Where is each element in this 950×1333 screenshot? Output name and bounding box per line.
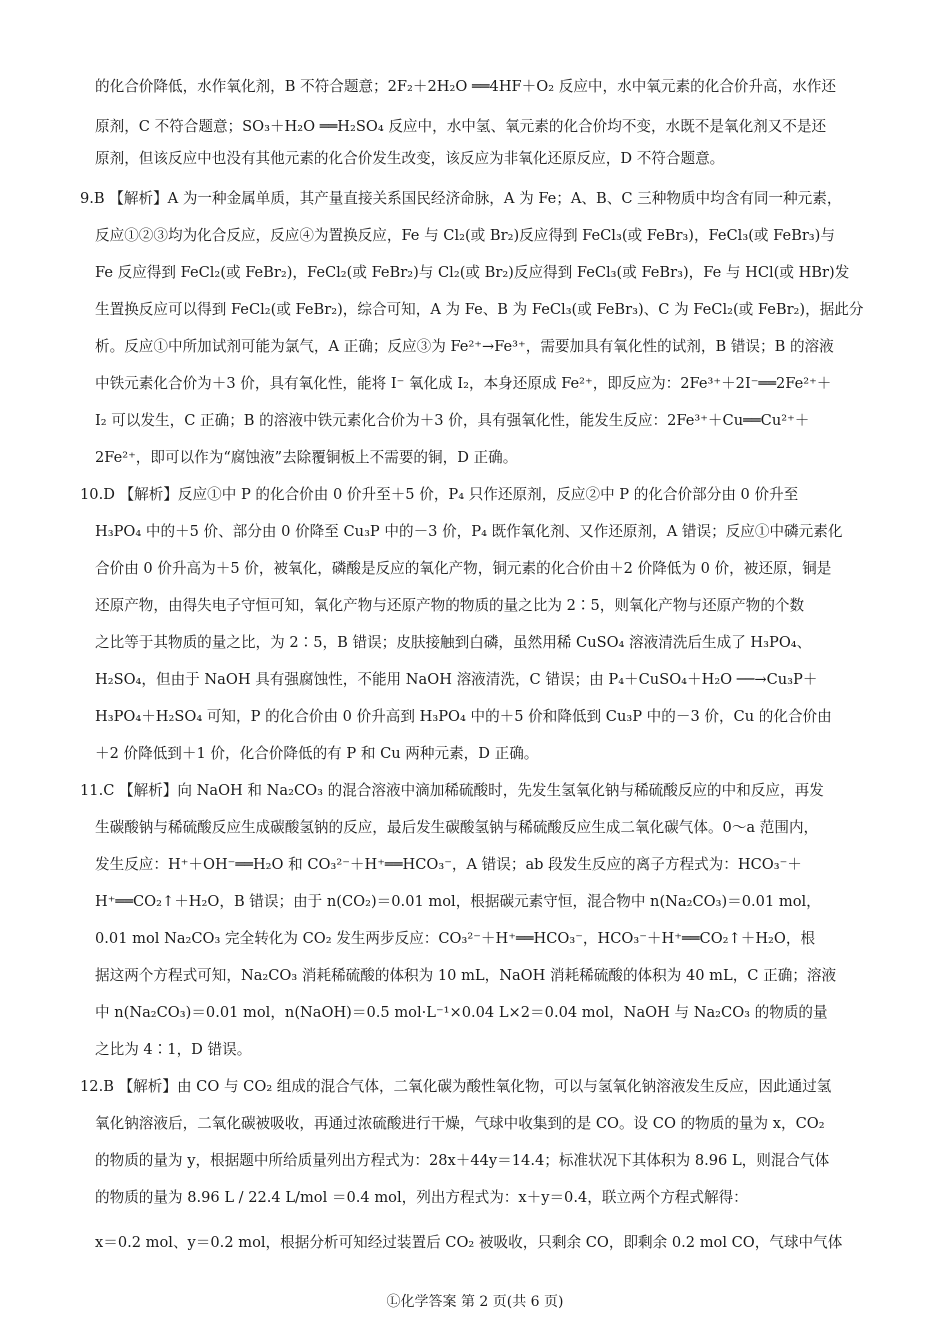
text-line: 之比为 4∶1，D 错误。 <box>95 1041 252 1058</box>
text-line: 的化合价降低，水作氧化剂，B 不符合题意；2F₂＋2H₂O ══4HF＋O₂ 反应中，水中氧元素的化合价升高，水作还 <box>95 78 837 95</box>
text-line: 中铁元素化合价为＋3 价，具有氧化性，能将 I⁻ 氧化成 I₂，本身还原成 Fe²⁺，即反应为：2Fe³⁺＋2I⁻══2Fe²⁺＋ <box>95 375 832 392</box>
answer-11-line: 11.C 【解析】向 NaOH 和 Na₂CO₃ 的混合溶液中滴加稀硫酸时，先发生氢氧化钠与稀硫酸反应的中和反应，再发 <box>80 782 824 799</box>
text-line: Fe 反应得到 FeCl₂(或 FeBr₂)，FeCl₂(或 FeBr₂)与 Cl₂(或 Br₂)反应得到 FeCl₃(或 FeBr₃)，Fe 与 HCl(或 HBr)发 <box>95 264 850 281</box>
answer-10-line: 10.D 【解析】反应①中 P 的化合价由 0 价升至＋5 价，P₄ 只作还原剂，反应②中 P 的化合价部分由 0 价升至 <box>80 486 799 503</box>
text-line: 的物质的量为 y，根据题中所给质量列出方程式为：28x＋44y＝14.4；标准状况下其体积为 8.96 L，则混合气体 <box>95 1152 830 1169</box>
text-line: 生碳酸钠与稀硫酸反应生成碳酸氢钠的反应，最后发生碳酸氢钠与稀硫酸反应生成二氧化碳气体。0～a 范围内， <box>95 819 819 836</box>
text-line: 合价由 0 价升高为＋5 价，被氧化，磷酸是反应的氧化产物，铜元素的化合价由＋2 价降低为 0 价，被还原，铜是 <box>95 560 832 577</box>
text-line: ＋2 价降低到＋1 价，化合价降低的有 P 和 Cu 两种元素，D 正确。 <box>95 745 539 762</box>
text-line: x＝0.2 mol、y＝0.2 mol，根据分析可知经过装置后 CO₂ 被吸收，只剩余 CO，即剩余 0.2 mol CO，气球中气体 <box>95 1234 843 1251</box>
text-line: H₂SO₄，但由于 NaOH 具有强腐蚀性，不能用 NaOH 溶液清洗，C 错误；由 P₄＋CuSO₄＋H₂O ──→Cu₃P＋ <box>95 671 818 688</box>
text-line: 氧化钠溶液后，二氧化碳被吸收，再通过浓硫酸进行干燥，气球中收集到的是 CO。设 CO 的物质的量为 x，CO₂ <box>95 1115 825 1132</box>
text-line: H₃PO₄ 中的＋5 价、部分由 0 价降至 Cu₃P 中的－3 价，P₄ 既作氧化剂、又作还原剂，A 错误；反应①中磷元素化 <box>95 523 843 540</box>
text-line: 反应①②③均为化合反应，反应④为置换反应，Fe 与 Cl₂(或 Br₂)反应得到 FeCl₃(或 FeBr₃)，FeCl₃(或 FeBr₃)与 <box>95 227 835 244</box>
text-line: 中 n(Na₂CO₃)＝0.01 mol，n(NaOH)＝0.5 mol·L⁻¹×0.04 L×2＝0.04 mol，NaOH 与 Na₂CO₃ 的物质的量 <box>95 1004 828 1021</box>
text-line: 据这两个方程式可知，Na₂CO₃ 消耗稀硫酸的体积为 10 mL，NaOH 消耗稀硫酸的体积为 40 mL，C 正确；溶液 <box>95 967 837 984</box>
text-line: 生置换反应可以得到 FeCl₂(或 FeBr₂)，综合可知，A 为 Fe、B 为 FeCl₃(或 FeBr₃)、C 为 FeCl₂(或 FeBr₂)，据此分 <box>95 301 864 318</box>
text-line: 的物质的量为 8.96 L / 22.4 L/mol ＝0.4 mol，列出方程式为：x＋y＝0.4，联立两个方程式解得： <box>95 1189 748 1206</box>
page-footer: Ⓛ化学答案 第 2 页(共 6 页) <box>386 1294 564 1310</box>
text-line: H⁺══CO₂↑＋H₂O，B 错误；由于 n(CO₂)＝0.01 mol，根据碳元素守恒，混合物中 n(Na₂CO₃)＝0.01 mol， <box>95 893 821 910</box>
text-line: 之比等于其物质的量之比，为 2∶5，B 错误；皮肤接触到白磷，虽然用稀 CuSO₄ 溶液清洗后生成了 H₃PO₄、 <box>95 634 812 651</box>
answer-12-line: 12.B 【解析】由 CO 与 CO₂ 组成的混合气体，二氧化碳为酸性氧化物，可以与氢氧化钠溶液发生反应，因此通过氢 <box>80 1078 832 1095</box>
text-line: 0.01 mol Na₂CO₃ 完全转化为 CO₂ 发生两步反应：CO₃²⁻＋H⁺══HCO₃⁻，HCO₃⁻＋H⁺══CO₂↑＋H₂O，根 <box>95 930 816 947</box>
text-line: I₂ 可以发生，C 正确；B 的溶液中铁元素化合价为＋3 价，具有强氧化性，能发生反应：2Fe³⁺＋Cu══Cu²⁺＋ <box>95 412 810 429</box>
text-line: 原剂，C 不符合题意；SO₃＋H₂O ══H₂SO₄ 反应中，水中氢、氧元素的化合价均不变，水既不是氧化剂又不是还 <box>95 118 827 135</box>
answer-9-line: 9.B 【解析】A 为一种金属单质，其产量直接关系国民经济命脉，A 为 Fe；A、B、C 三种物质中均含有同一种元素， <box>80 190 842 207</box>
text-line: 还原产物，由得失电子守恒可知，氧化产物与还原产物的物质的量之比为 2∶5，则氧化产物与还原产物的个数 <box>95 597 805 614</box>
text-line: 2Fe²⁺，即可以作为“腐蚀液”去除覆铜板上不需要的铜，D 正确。 <box>95 449 518 466</box>
text-line: 原剂，但该反应中也没有其他元素的化合价发生改变，该反应为非氧化还原反应，D 不符合题意。 <box>95 150 725 167</box>
text-line: H₃PO₄＋H₂SO₄ 可知，P 的化合价由 0 价升高到 H₃PO₄ 中的＋5 价和降低到 Cu₃P 中的－3 价，Cu 的化合价由 <box>95 708 832 725</box>
text-line: 析。反应①中所加试剂可能为氯气，A 正确；反应③为 Fe²⁺→Fe³⁺，需要加具有氧化性的试剂，B 错误；B 的溶液 <box>95 338 834 355</box>
text-line: 发生反应：H⁺＋OH⁻══H₂O 和 CO₃²⁻＋H⁺══HCO₃⁻，A 错误；ab 段发生反应的离子方程式为：HCO₃⁻＋ <box>95 856 802 873</box>
